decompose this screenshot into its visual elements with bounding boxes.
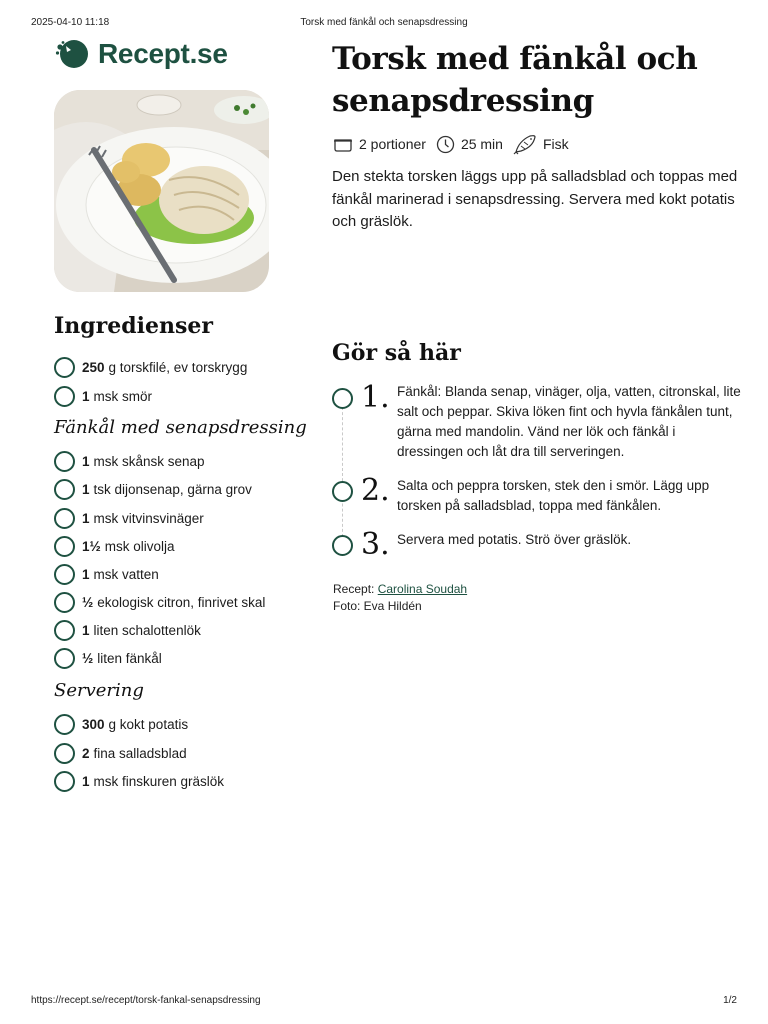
ingredient-qty: 1 — [82, 566, 90, 582]
ingredient-item[interactable] — [54, 478, 252, 500]
meta-time — [436, 135, 503, 154]
ingredient-item[interactable] — [54, 742, 187, 764]
ingredient-checkbox[interactable] — [54, 508, 75, 529]
ingredient-item[interactable] — [54, 647, 162, 669]
ingredient-group-title: Fänkål med senapsdressing — [54, 417, 307, 438]
ingredient-text: msk smör — [93, 388, 153, 404]
ingredient-text: liten schalottenlök — [93, 622, 201, 638]
photo-credit: Foto: Eva Hildén — [333, 599, 422, 613]
step-checkbox[interactable] — [332, 481, 353, 502]
site-logo[interactable] — [54, 38, 228, 70]
print-datetime: 2025-04-10 11:18 — [31, 17, 110, 28]
ingredient-qty: ½ — [82, 594, 94, 610]
ingredient-checkbox[interactable] — [54, 592, 75, 613]
ingredient-item[interactable] — [54, 535, 175, 557]
recipe-title: Torsk med fänkål och senapsdressing — [332, 41, 698, 119]
recept-logo-icon — [54, 38, 90, 70]
ingredient-item[interactable] — [54, 619, 201, 641]
ingredient-text: liten fänkål — [97, 650, 162, 666]
ingredient-qty: 1 — [82, 481, 90, 497]
step-text: Fänkål: Blanda senap, vinäger, olja, vatten, citronskal, lite salt och peppar. Skiva löken fint och hyvla fänkålen tunt, gärna med mandolin. Vänd ner lök och fänkål i dressingen och låt dra till serveringen. — [397, 384, 741, 459]
step-number: 1. — [361, 380, 390, 415]
ingredient-qty: 300 — [82, 716, 105, 732]
ingredient-checkbox[interactable] — [54, 451, 75, 472]
fish-icon — [513, 133, 537, 155]
ingredient-text: tsk dijonsenap, gärna grov — [93, 481, 252, 497]
step-text: Salta och peppra torsken, stek den i smör. Lägg upp torsken på salladsblad, toppa med fänkålen. — [397, 478, 710, 513]
print-document-title: Torsk med fänkål och senapsdressing — [300, 17, 468, 28]
ingredient-checkbox[interactable] — [54, 386, 75, 407]
recipe-credit-label: Recept: — [333, 582, 378, 596]
ingredients-heading: Ingredienser — [54, 313, 213, 339]
ingredient-qty: 1½ — [82, 538, 101, 554]
ingredient-qty: 1 — [82, 510, 90, 526]
steps-connector — [342, 407, 343, 537]
ingredient-text: g torskfilé, ev torskrygg — [108, 359, 248, 375]
step-checkbox[interactable] — [332, 535, 353, 556]
ingredient-item[interactable] — [54, 591, 265, 613]
print-header — [31, 17, 737, 31]
meta-portions — [333, 136, 426, 152]
recipe-author-link[interactable]: Carolina Soudah — [377, 582, 468, 596]
ingredient-item[interactable] — [54, 356, 247, 378]
ingredient-checkbox[interactable] — [54, 714, 75, 735]
step-checkbox[interactable] — [332, 388, 353, 409]
print-url: https://recept.se/recept/torsk-fankal-senapsdressing — [31, 995, 261, 1006]
step-number: 3. — [361, 527, 390, 562]
ingredient-checkbox[interactable] — [54, 357, 75, 378]
ingredient-item[interactable] — [54, 563, 159, 585]
ingredient-text: msk vatten — [93, 566, 159, 582]
ingredient-qty: 1 — [82, 388, 90, 404]
ingredient-text: fina salladsblad — [93, 745, 187, 761]
pot-icon — [333, 136, 353, 152]
step-text: Servera med potatis. Strö över gräslök. — [397, 532, 632, 547]
ingredient-qty: 1 — [82, 773, 90, 789]
ingredient-qty: ½ — [82, 650, 94, 666]
ingredient-group-title: Servering — [54, 680, 144, 701]
ingredient-checkbox[interactable] — [54, 771, 75, 792]
ingredient-checkbox[interactable] — [54, 536, 75, 557]
ingredient-checkbox[interactable] — [54, 620, 75, 641]
ingredient-text: msk skånsk senap — [93, 453, 205, 469]
recipe-credit — [333, 581, 467, 598]
ingredient-qty: 250 — [82, 359, 105, 375]
recipe-image — [54, 90, 269, 292]
meta-time-text: 25 min — [460, 136, 503, 152]
site-logo-text: Recept.se — [98, 38, 228, 69]
print-page-number: 1/2 — [723, 995, 737, 1006]
ingredient-item[interactable] — [54, 385, 152, 407]
meta-portions-text: 2 portioner — [359, 136, 426, 152]
ingredient-text: ekologisk citron, finrivet skal — [97, 594, 266, 610]
ingredient-item[interactable] — [54, 507, 204, 529]
ingredient-text: msk olivolja — [104, 538, 175, 554]
ingredient-qty: 1 — [82, 622, 90, 638]
ingredient-text: msk vitvinsvinäger — [93, 510, 204, 526]
ingredient-item[interactable] — [54, 450, 205, 472]
clock-icon — [436, 135, 455, 154]
ingredient-item[interactable] — [54, 713, 188, 735]
ingredient-qty: 2 — [82, 745, 90, 761]
ingredient-text: g kokt potatis — [108, 716, 189, 732]
ingredient-checkbox[interactable] — [54, 564, 75, 585]
recipe-description: Den stekta torsken läggs upp på salladsblad och toppas med fänkål marinerad i senapsdressing. Servera med kokt potatis och gräslök. — [332, 168, 738, 230]
step-number: 2. — [361, 473, 390, 508]
recipe-meta — [333, 133, 579, 155]
meta-category-text: Fisk — [542, 136, 569, 152]
ingredient-checkbox[interactable] — [54, 743, 75, 764]
recipe-credits — [333, 581, 467, 615]
ingredient-checkbox[interactable] — [54, 648, 75, 669]
ingredient-item[interactable] — [54, 770, 224, 792]
meta-category — [513, 133, 569, 155]
ingredient-text: msk finskuren gräslök — [93, 773, 225, 789]
ingredient-qty: 1 — [82, 453, 90, 469]
steps-heading: Gör så här — [332, 340, 461, 366]
ingredient-checkbox[interactable] — [54, 479, 75, 500]
